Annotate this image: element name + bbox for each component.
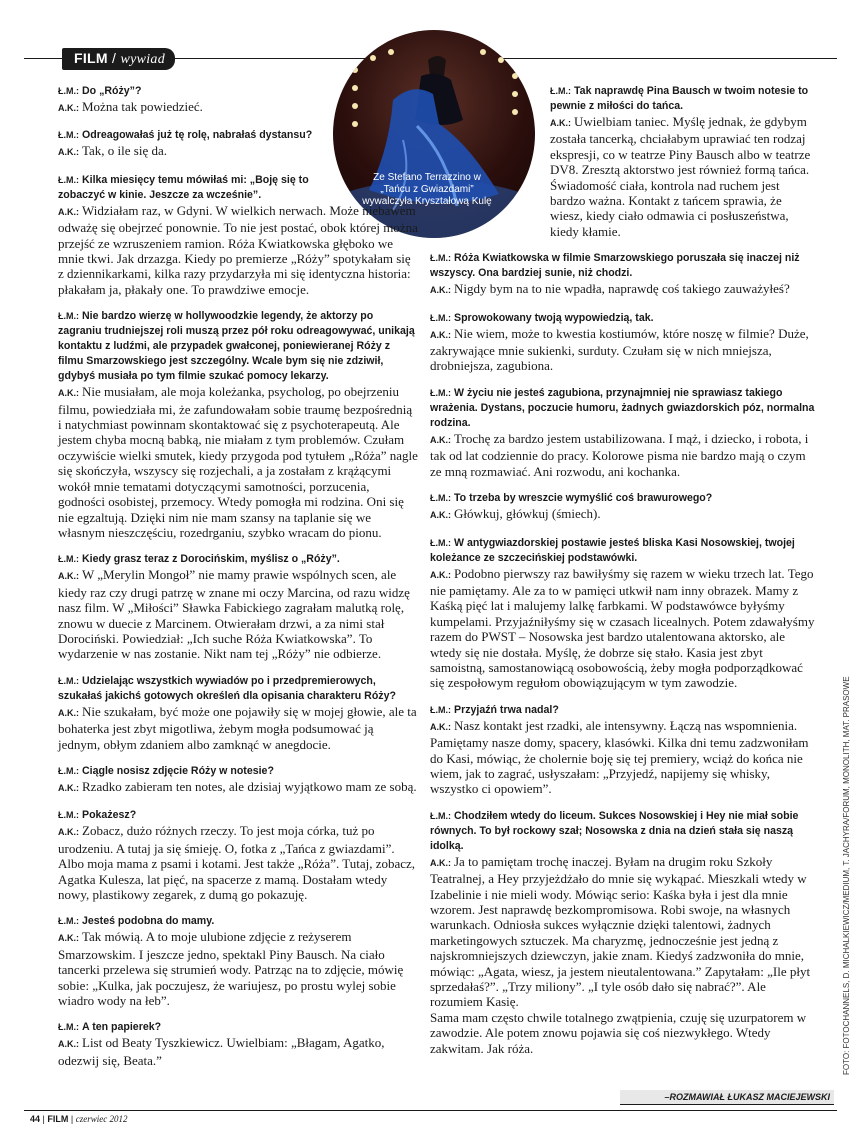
question-text: To trzeba by wreszcie wymyślić coś brawurowego? xyxy=(454,492,713,505)
question xyxy=(58,1020,418,1035)
photo-caption: Ze Stefano Terrazzino w „Tańcu z Gwiazdami” wywalczyła Kryształową Kulę xyxy=(362,172,492,207)
question-text: W życiu nie jesteś zagubiona, przynajmniej nie sprawiasz takiego wrażenia. Dystans, poczucie humoru, żadnych gwiazdorskich póz, normalna rodzina. xyxy=(430,386,815,429)
question-text: Sprowokowany twoją wypowiedzią, tak. xyxy=(454,311,654,324)
subject-tag: A.K.: xyxy=(58,1039,79,1050)
answer xyxy=(58,1035,418,1068)
question xyxy=(430,311,816,326)
interviewer-tag: Ł.M.: xyxy=(430,537,451,548)
answer xyxy=(58,99,418,116)
interviewer-tag: Ł.M.: xyxy=(58,86,79,96)
question xyxy=(58,309,418,384)
answer-text: Ja to pamiętam trochę inaczej. Byłam na drugim roku Szkoły Teatralnej, a Hey przyjeżdżało do mnie się wykąpać. Mieszkali wtedy w Izabelinie i nie mieli wody. Mówiąc serio: Kaśka była i jest dla mnie wzorem. Jest naprawdę bezkompromisowa. Robi swoje, na własnych warunkach. Odniosła sukces wyłącznie dzięki talentowi, żadnych marketingowych sztuczek. Ma charyzmę, jednocześnie jest jedną z najskromniejszych dziewczyn, jakie znam. Kiedyś zadzwoniła do mnie, mówiąc: „Agata, wiesz, ja jestem nieutalentowana.” Zapytałam: „Ile płyt sprzedałaś?”. „Trzy miliony”. „I tyle osób dało się nabrać?”. Ale rozumiem Kasię. xyxy=(430,853,811,1010)
qa-item xyxy=(58,552,418,661)
answer xyxy=(58,704,418,752)
interviewer-tag: Ł.M.: xyxy=(58,174,79,185)
subject-tag: A.K.: xyxy=(58,827,79,838)
question-text: W antygwiazdorskiej postawie jesteś bliska Kasi Nosowskiej, twojej koleżance ze szczecińskiej podstawówki. xyxy=(430,536,795,564)
answer-text: Nie szukałam, być może one pojawiły się w mojej głowie, ale ta bohaterka jest zbyt migotliwa, żebym mogła podsumować ją jednym, obłym zdaniem albo zamknąć w anegdocie. xyxy=(58,703,417,752)
interviewer-tag: Ł.M.: xyxy=(430,253,451,264)
subject-tag: A.K.: xyxy=(58,571,79,582)
question xyxy=(58,914,418,929)
question-text: Do „Róży”? xyxy=(82,85,142,97)
answer xyxy=(58,823,418,902)
question xyxy=(58,552,418,567)
interviewer-tag: Ł.M.: xyxy=(58,130,79,141)
question-text: Chodziłem wtedy do liceum. Sukces Nosowskiej i Hey nie miał sobie równych. To był rockowy szał; Nosowska z dnia na dzień stała się naszą idolką. xyxy=(430,809,799,852)
answer-text: Można tak powiedzieć. xyxy=(82,99,203,114)
question xyxy=(430,386,816,431)
interviewer-tag: Ł.M.: xyxy=(430,810,451,821)
subject-tag: A.K.: xyxy=(550,118,571,128)
qa-item xyxy=(430,809,816,1056)
answer xyxy=(58,384,418,540)
qa-item xyxy=(58,203,418,297)
question xyxy=(58,674,418,704)
answer-text: List od Beaty Tyszkiewicz. Uwielbiam: „Błagam, Agatko, odezwij się, Beata.” xyxy=(58,1035,385,1068)
answer-text: Tak, o ile się da. xyxy=(82,143,168,159)
section-name: FILM xyxy=(74,50,108,66)
answer-text: Nie musiałam, ale moja koleżanka, psycholog, po obejrzeniu filmu, powiedziała mi, że zafundowałam sobie traumę bezpośrednią i natychmiast powinnam skontaktować się z psychoterapeutą. Ale jestem chyba mocną babką, nie miałam z tym problemów. Czułam oczywiście wielki smutek, kiedy przygoda pod tytułem „Róża” nagle się skończyła, wszyscy się rozjechali, a ja zostałam z krążącymi wokół mnie tematami dotyczącymi samotności, porzucenia, godności osobistej, przemocy. Wtedy pomogła mi rodzina. Oni się nie egzaltują. Dzięki nim nie mam szansy na taplanie się we własnym nieszczęściu, rozedrganiu, szybko wracam do pionu. xyxy=(58,384,418,540)
qa-item xyxy=(430,386,816,479)
subject-tag: A.K.: xyxy=(58,206,79,217)
page-footer: 44 | FILM | czerwiec 2012 xyxy=(30,1114,128,1124)
answer-text: Podobno pierwszy raz bawiłyśmy się razem w wieku trzech lat. Tego nie pamiętamy. Ale za to w pamięci utkwił nam inny obrazek. Mamy z Kaśką pięć lat i malujemy lalkę farbkami. W podstawówce byłyśmy kumpelami. Przyjaźniłyśmy się w czasach licealnych. Potem zdawałyśmy razem do PWST – Nosowska jest bardzo utalentowana aktorsko, ale wtedy się nie dostała. Myślę, że dobrze się stało. Kasia jest zbyt samoistną, samostanowiącą osobowością, żeby mogła podporządkować się zespołowym regułom obowiązującym w tym zawodzie. xyxy=(430,565,815,691)
answer-text: Nigdy bym na to nie wpadła, naprawdę coś takiego zauważyłeś? xyxy=(454,281,790,297)
answer-text: Główkuj, główkuj (śmiech). xyxy=(454,506,601,522)
qa-item xyxy=(58,808,418,902)
subject-tag: A.K.: xyxy=(58,933,79,944)
question xyxy=(430,809,816,854)
interviewer-tag: Ł.M.: xyxy=(58,554,79,565)
qa-item xyxy=(58,173,328,203)
answer xyxy=(58,929,418,1008)
answer xyxy=(430,326,816,374)
subject-tag: A.K.: xyxy=(430,510,451,521)
subject-tag: A.K.: xyxy=(58,707,79,718)
answer xyxy=(430,431,816,479)
interviewer-tag: Ł.M.: xyxy=(430,704,451,715)
question-text: Przyjaźń trwa nadal? xyxy=(454,703,559,716)
photo-credit: FOTO: FOTOCHANNELS, D. MICHALKIEWICZ/MEDIUM, T. JACHYRA/FORUM, MONOLITH, MAT. PRASOWE xyxy=(842,676,851,1075)
question-text: Jesteś podobna do mamy. xyxy=(82,915,215,928)
answer-text: Uwielbiam taniec. Myślę jednak, że gdybym została tancerką, chciałabym uprawiać ten rodzaj ekspresji, co w teatrze Piny Bausch albo w teatrze DV8. Zresztą aktorstwo jest również formą tańca. Świadomość ciała, kontrola nad ruchem jest bardzo ważna. Kontakt z tańcem sprawia, że wiesz, kiedy ciało odmawia ci posłuszeństwa, kiedy kłamie. xyxy=(550,114,811,239)
subject-tag: A.K.: xyxy=(58,388,79,399)
question xyxy=(430,536,816,566)
answer xyxy=(430,718,816,797)
subject-tag: A.K.: xyxy=(430,569,451,580)
answer-text: Rzadko zabieram ten notes, ale dzisiaj wyjątkowo mam ze sobą. xyxy=(82,778,417,794)
interviewer-tag: Ł.M.: xyxy=(430,493,451,504)
question xyxy=(58,128,418,143)
qa-item xyxy=(430,311,816,374)
question-text: Ciągle nosisz zdjęcie Róży w notesie? xyxy=(82,764,274,777)
question-text: A ten papierek? xyxy=(82,1021,162,1034)
qa-item xyxy=(58,128,418,160)
interviewer-tag: Ł.M.: xyxy=(550,86,571,96)
answer-text: Widziałam raz, w Gdyni. W wielkich nerwach. Może niebawem odważę się obejrzeć ponownie. To nie jest postać, obok której można przejść ze wzruszeniem ramion. Róża Kwiatkowska głęboko we mnie tkwi. Jak drzazga. Kiedy po premierze „Róży” spotykałam się z dziennikarkami, kilka razy przydarzyła mi się identyczna historia: płakałam ja, płakały one. To prawdziwe emocje. xyxy=(58,202,418,297)
answer-text: Nie wiem, może to kwestia kostiumów, które noszę w filmie? Duże, zakrywające mnie sukienki, surduty. Czułam się w nich mniejsza, drobniejsza, zagubiona. xyxy=(430,325,809,374)
question-text: Nie bardzo wierzę w hollywoodzkie legendy, że aktorzy po zagraniu trudniejszej roli muszą przez pół roku odreagowywać, unikają kontaktu z ludźmi, ale przypadek gwałconej, poniewieranej Róży z filmu Smarzowskiego jest szczególny. Wcale bym się nie zdziwił, gdybyś musiała po tym filmie szukać pomocy lekarzy. xyxy=(58,310,415,383)
subject-tag: A.K.: xyxy=(430,721,451,732)
author-signature: –ROZMAWIAŁ ŁUKASZ MACIEJEWSKI xyxy=(620,1090,834,1105)
question xyxy=(430,491,816,506)
section-tag: FILM / wywiad xyxy=(62,48,175,70)
qa-item xyxy=(430,536,816,691)
answer xyxy=(430,506,816,523)
qa-item xyxy=(58,914,418,1008)
interviewer-tag: Ł.M.: xyxy=(430,387,451,398)
answer-continued: Sama mam często chwile totalnego zwątpienia, czuję się uzurpatorem w zawodzie. Ale potem znowu pojawia się coś niezwykłego. Wtedy zakwitam. Jak róża. xyxy=(430,1009,807,1056)
question-text: Pokażesz? xyxy=(82,809,137,822)
subject-tag: A.K.: xyxy=(430,857,451,868)
qa-item xyxy=(430,251,816,298)
interviewer-tag: Ł.M.: xyxy=(430,312,451,323)
subject-tag: A.K.: xyxy=(58,782,79,793)
left-column xyxy=(58,84,418,1080)
qa-item xyxy=(58,84,418,116)
answer xyxy=(430,566,816,691)
answer xyxy=(58,203,418,297)
qa-item xyxy=(430,84,816,239)
qa-item xyxy=(58,764,418,796)
interviewer-tag: Ł.M.: xyxy=(58,311,79,322)
qa-item xyxy=(430,491,816,523)
question-text: Odreagowałaś już tę rolę, nabrałaś dystansu? xyxy=(82,129,313,142)
page-number: 44 xyxy=(30,1114,41,1124)
answer-text: Tak mówią. A to moje ulubione zdjęcie z reżyserem Smarzowskim. I jeszcze jedno, spektakl Piny Bausch. Na ciało tancerki przelewa się strumień wody. Patrząc na to zdjęcie, mówię sobie: „Kulka, jak poczujesz, że wariujesz, po prostu wylej sobie wiadro wody na łeb”. xyxy=(58,929,404,1009)
question-text: Róża Kwiatkowska w filmie Smarzowskiego poruszała się inaczej niż wszyscy. Ona bardziej sunie, niż chodzi. xyxy=(430,252,800,280)
question xyxy=(58,808,418,823)
qa-item xyxy=(430,703,816,797)
subject-tag: A.K.: xyxy=(430,329,451,340)
question-text: Kilka miesięcy temu mówiłaś mi: „Boję się to zobaczyć w kinie. Jeszcze za wcześnie”. xyxy=(58,173,309,201)
question xyxy=(550,84,816,114)
subject-tag: A.K.: xyxy=(430,285,451,296)
question-text: Tak naprawdę Pina Bausch w twoim notesie to pewnie z miłości do tańca. xyxy=(550,85,809,112)
question xyxy=(58,173,328,203)
subject-tag: A.K.: xyxy=(58,103,79,113)
subsection-name: wywiad xyxy=(120,52,166,67)
interviewer-tag: Ł.M.: xyxy=(58,810,79,821)
interviewer-tag: Ł.M.: xyxy=(58,765,79,776)
footer-magazine: FILM xyxy=(47,1114,69,1124)
qa-item xyxy=(58,1020,418,1068)
interviewer-tag: Ł.M.: xyxy=(58,916,79,927)
qa-item xyxy=(58,309,418,540)
answer xyxy=(58,143,418,160)
footer-rule xyxy=(24,1110,837,1111)
answer xyxy=(58,567,418,661)
answer xyxy=(430,854,816,1010)
answer xyxy=(430,281,816,298)
question-text: Kiedy grasz teraz z Dorocińskim, myślisz o „Róży”. xyxy=(82,553,340,566)
interviewer-tag: Ł.M.: xyxy=(58,1022,79,1033)
answer xyxy=(58,779,418,796)
subject-tag: A.K.: xyxy=(430,434,451,445)
question xyxy=(58,764,418,779)
subject-tag: A.K.: xyxy=(58,147,79,158)
right-column xyxy=(430,84,816,1068)
answer-text: Trochę za bardzo jestem ustabilizowana. I mąż, i dziecko, i robota, i tak od lat codziennie do pracy. Kolorowe pisma nie bardzo mają o czym ze mną rozmawiać. Ani rozwodu, ani kochanka. xyxy=(430,430,809,479)
interviewer-tag: Ł.M.: xyxy=(58,675,79,686)
question xyxy=(58,84,418,99)
question xyxy=(430,251,816,281)
question xyxy=(430,703,816,718)
answer xyxy=(550,114,816,239)
answer-text: Nasz kontakt jest rzadki, ale intensywny. Łączą nas wspomnienia. Pamiętamy nasze domy, spacery, klasówki. Kilka dni temu zadzwoniłam do Kasi, mówiąc, że cholernie boję się tej premiery, wciąż do końca nie wiem, jak to zagrać, usłyszałam: „Przyjedź, napijemy się whisky, wszystko ci opowiem”. xyxy=(430,717,809,797)
answer-text: Zobacz, dużo różnych rzeczy. To jest moja córka, tuż po urodzeniu. A tutaj ja się śmieję. O, fotka z „Tańca z gwiazdami”. Albo moja mama z psami i kotami. Jest także „Róża”. Tutaj, zobacz, Agatka Kulesza, lat pięć, na spacerze z mamą. Dostałam wtedy nowy, plastikowy zegarek, z dumą go pokazuję. xyxy=(58,823,416,902)
qa-item xyxy=(58,674,418,752)
answer-text: W „Merylin Mongoł” nie mamy prawie wspólnych scen, ale kiedy raz czy drugi patrzę w znane mi oczy Marcina, od razu widzę nasz film. W „Miłości” Sławka Fabickiego zagrałam malutką rolę, znowu w duecie z Marcinem. Otwierałam drzwi, a za nimi stał Dorociński. Powiedział: „Ich suche Róża Kwiatkowska”. To wydarzenie w nas zostanie. Nikt nam tej „Róży” nie odbierze. xyxy=(58,567,410,662)
question-text: Udzielając wszystkich wywiadów po i przedpremierowych, szukałaś jakichś gotowych określeń dla opisania charakteru Róży? xyxy=(58,674,396,702)
footer-issue: czerwiec 2012 xyxy=(75,1114,128,1124)
